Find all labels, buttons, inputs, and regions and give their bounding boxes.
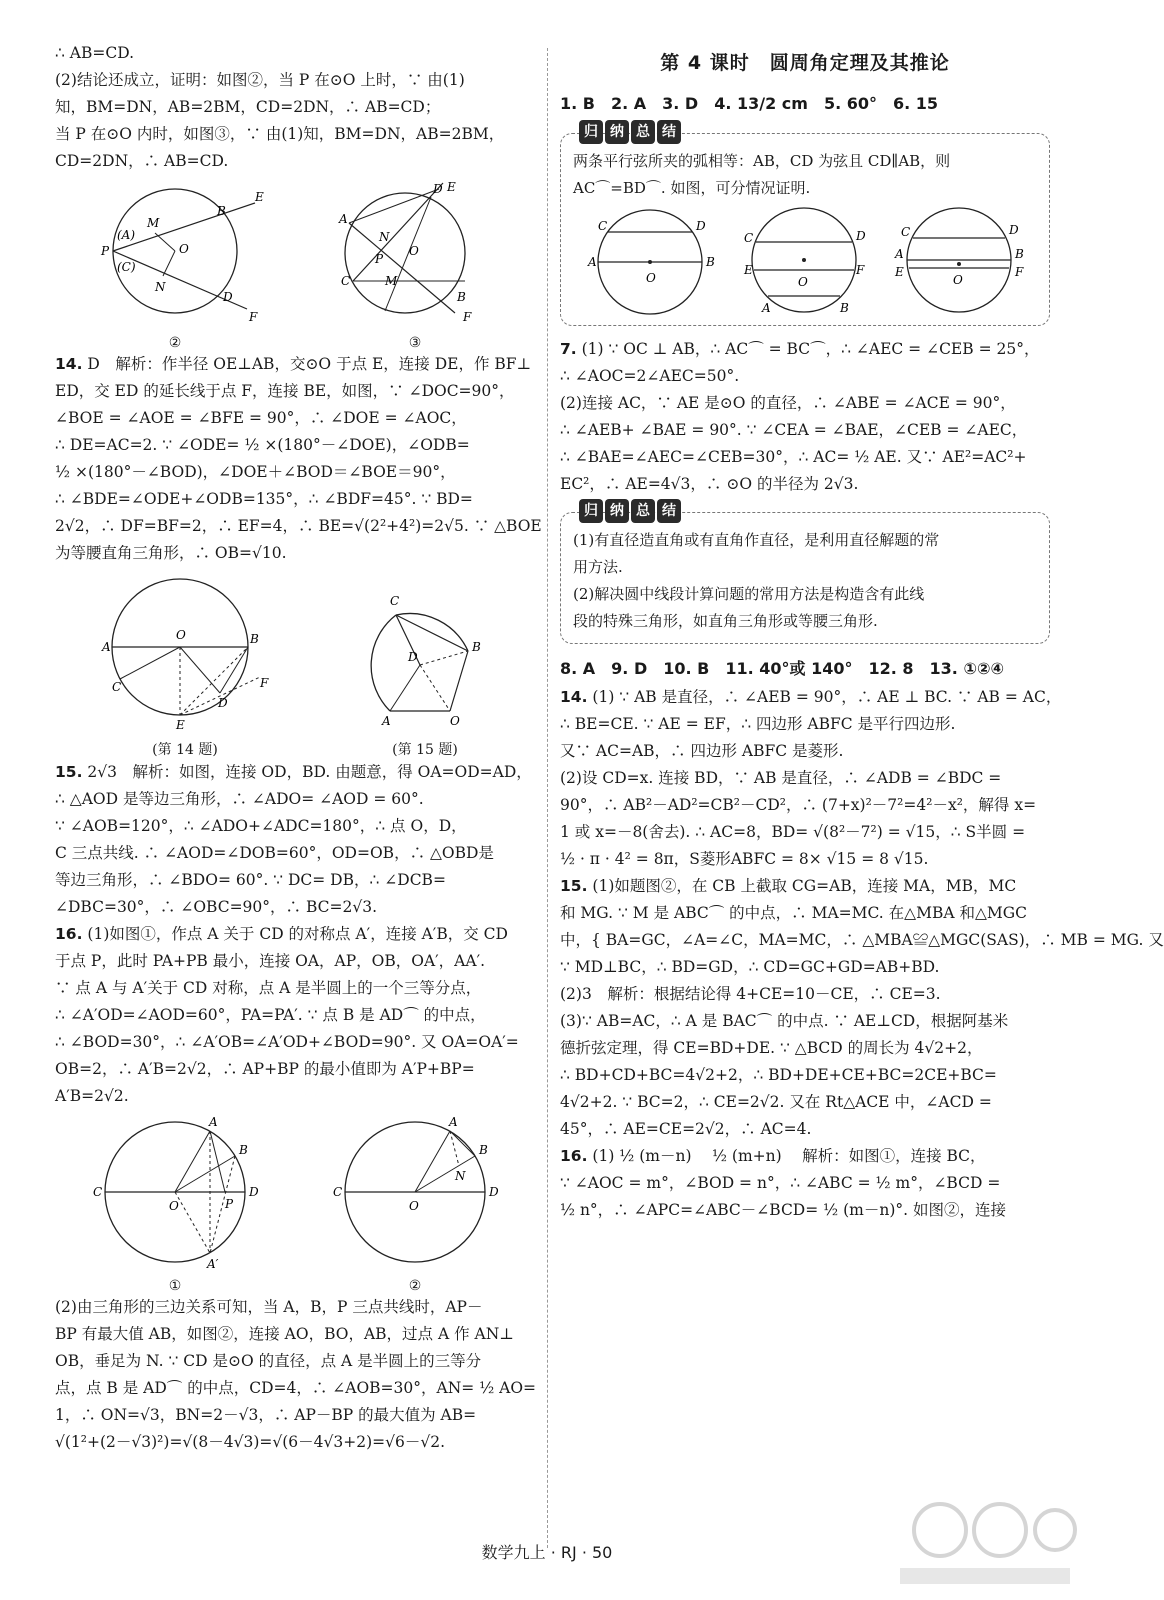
svg-text:D: D: [408, 650, 418, 664]
svg-text:F: F: [1015, 265, 1024, 279]
figure-caption: ②: [408, 1278, 422, 1294]
q7-line: [560, 336, 1050, 363]
figures-2-3: [55, 181, 535, 351]
text-line: 知，BM=DN，AB=2BM，CD=2DN，∴ AB=CD；: [55, 98, 441, 116]
svg-text:O: O: [798, 275, 809, 289]
text-line: ∴ △AOD 是等边三角形，∴ ∠ADO= ∠AOD = 60°.: [55, 790, 424, 808]
svg-text:O: O: [176, 628, 186, 642]
chord-diagram-2: [732, 202, 877, 317]
svg-text:B: B: [217, 204, 226, 218]
text-line: (2)由三角形的三边关系可知，当 A，B，P 三点共线时，AP－: [55, 1298, 483, 1316]
svg-text:A: A: [587, 255, 597, 269]
text-line: 两条平行弦所夹的弧相等：AB，CD 为弦且 CD∥AB，则: [573, 152, 951, 170]
text-line: ∴ ∠AOC=2∠AEC=50°.: [560, 367, 740, 385]
svg-text:M: M: [385, 274, 398, 288]
text-line: (1)有直径造直角或有直角作直径，是利用直径解题的常: [573, 531, 940, 549]
text-line: 1 或 x=－8(舍去). ∴ AC=8，BD= √(8²－7²) = √15，∴ S半圆 =: [560, 823, 1026, 841]
figure-caption: ①: [168, 1278, 182, 1294]
svg-text:O: O: [179, 242, 189, 256]
text-line: (2)连接 AC，∵ AE 是⊙O 的直径，∴ ∠ABE = ∠ACE = 90°，: [560, 394, 1016, 412]
svg-text:A: A: [449, 1115, 458, 1129]
text: (1)如图①，作点 A 关于 CD 的对称点 A′，连接 A′B，交 CD: [87, 925, 508, 943]
svg-text:(C): (C): [117, 260, 136, 274]
badge-char: 纳: [605, 499, 629, 523]
chord-diagram-1: [578, 202, 723, 317]
text-line: 90°，∴ AB²－AD²=CB²－CD²，∴ (7+x)²－7²=4²－x²，解得 x=: [560, 796, 1037, 814]
text-line: ∴ BD+CD+BC=4√2+2，∴ BD+DE+CE+BC=2CE+BC=: [560, 1066, 997, 1084]
text-line: ½ · π · 4² = 8π，S菱形ABFC = 8× √15 = 8 √15.: [560, 850, 929, 868]
left-column: [55, 40, 542, 1456]
svg-text:P: P: [101, 244, 110, 258]
text: (1) ∵ OC ⊥ AB，∴ AC⌒ = BC⌒，∴ ∠AEC = ∠CEB = 25°，: [581, 340, 1040, 358]
circle-diagram-15: [350, 575, 500, 735]
svg-text:C: C: [93, 1185, 103, 1199]
badge-char: 归: [579, 499, 603, 523]
svg-text:F: F: [249, 310, 258, 324]
figure-caption: (第 15 题): [392, 742, 458, 758]
figure-15: [350, 575, 500, 759]
text-line: ∴ ∠A′OD=∠AOD=60°，PA=PA′. ∵ 点 B 是 AD⌒ 的中点，: [55, 1006, 486, 1024]
column-divider: [547, 48, 548, 1548]
text-line: 为等腰直角三角形，∴ OB=√10.: [55, 544, 287, 562]
answers-row: 1. B 2. A 3. D 4. 13/2 cm 5. 60° 6. 15: [560, 94, 939, 113]
svg-text:F: F: [856, 263, 865, 277]
summary-box-2: [560, 503, 1050, 644]
svg-text:A: A: [382, 714, 391, 728]
svg-text:D: D: [489, 1185, 499, 1199]
q15-line: [560, 873, 1050, 900]
svg-text:O: O: [409, 1199, 419, 1213]
badge-char: 归: [579, 120, 603, 144]
parallel-chords-figures: [573, 202, 1037, 317]
svg-text:E: E: [744, 263, 754, 277]
text-line: ∴ DE=AC=2. ∵ ∠ODE= ½ ×(180°－∠DOE)，∠ODB=: [55, 436, 470, 454]
circle-diagram-2: [85, 181, 265, 331]
text-line: 1，∴ ON=√3，BN=2－√3，∴ AP－BP 的最大值为 AB=: [55, 1406, 477, 1424]
text-line: (2)解决圆中线段计算问题的常用方法是构造含有此线: [573, 585, 925, 603]
svg-text:E: E: [447, 180, 456, 194]
svg-text:A: A: [102, 640, 111, 654]
svg-text:B: B: [239, 1143, 248, 1157]
badge-char: 纳: [605, 120, 629, 144]
text-line: ∴ AB=CD.: [55, 44, 135, 62]
figure-caption: ②: [168, 335, 182, 351]
svg-text:A: A: [209, 1115, 218, 1129]
svg-text:O: O: [953, 273, 963, 287]
svg-text:B: B: [457, 290, 466, 304]
svg-text:E: E: [895, 265, 904, 279]
text-line: ∴ BE=CE. ∵ AE = EF，∴ 四边形 ABFC 是平行四边形.: [560, 715, 956, 733]
svg-text:O: O: [450, 714, 460, 728]
figure-2: [85, 181, 265, 351]
figures-16: [55, 1114, 535, 1294]
svg-text:C: C: [333, 1185, 343, 1199]
svg-text:E: E: [255, 190, 264, 204]
q16-line: [560, 1143, 1050, 1170]
summary-badge: [579, 499, 681, 523]
text: (1)如题图②，在 CB 上截取 CG=AB，连接 MA，MB，MC: [592, 877, 1017, 895]
svg-text:C: C: [112, 680, 122, 694]
q16-line: [55, 921, 535, 948]
question-number: 15.: [560, 877, 588, 895]
text: (1) ∵ AB 是直径，∴ ∠AEB = 90°，∴ AE ⊥ BC. ∵ AB = AC，: [592, 688, 1062, 706]
text-line: √(1²+(2－√3)²)=√(8－4√3)=√(6－4√3+2)=√6－√2.: [55, 1433, 446, 1451]
text-line: OB=2，∴ A′B=2√2，∴ AP+BP 的最小值即为 A′P+BP=: [55, 1060, 475, 1078]
svg-text:C: C: [597, 219, 608, 233]
circle-diagram-16-2: [325, 1114, 505, 1274]
svg-text:P: P: [225, 1197, 234, 1211]
text-line: 当 P 在⊙O 内时，如图③，∵ 由(1)知，BM=DN，AB=2BM，: [55, 125, 505, 143]
svg-text:B: B: [472, 640, 481, 654]
svg-text:C: C: [390, 594, 400, 608]
figure-caption: (第 14 题): [152, 742, 218, 758]
answers-row-2: 8. A 9. D 10. B 11. 40°或 140° 12. 8 13. ①②④: [560, 659, 1005, 678]
svg-text:C: C: [901, 225, 911, 239]
text-line: 点，点 B 是 AD⌒ 的中点，CD=4，∴ ∠AOB=30°，AN= ½ AO=: [55, 1379, 537, 1397]
text-line: ½ ×(180°－∠BOD)，∠DOE＋∠BOD＝∠BOE＝90°，: [55, 463, 456, 481]
q14-line: [560, 684, 1062, 711]
svg-text:D: D: [695, 219, 706, 233]
svg-text:N: N: [455, 1169, 466, 1183]
svg-text:D: D: [433, 182, 443, 196]
svg-text:A′: A′: [207, 1257, 219, 1271]
text-line: ½ n°，∴ ∠APC=∠ABC－∠BCD= ½ (m－n)°. 如图②，连接: [560, 1201, 1006, 1219]
text-line: ∴ ∠BOD=30°，∴ ∠A′OB=∠A′OD+∠BOD=90°. 又 OA=OA′=: [55, 1033, 519, 1051]
text-line: C 三点共线. ∴ ∠AOD=∠DOB=60°，OD=OB，∴ △OBD是: [55, 844, 494, 862]
badge-char: 总: [631, 499, 655, 523]
text-line: AC⌒=BD⌒. 如图，可分情况证明.: [573, 179, 811, 197]
text-line: ED，交 ED 的延长线于点 F，连接 BE，如图，∵ ∠DOC=90°，: [55, 382, 515, 400]
text-line: 用方法.: [573, 558, 623, 576]
badge-char: 总: [631, 120, 655, 144]
svg-text:B: B: [1015, 247, 1024, 261]
svg-text:E: E: [176, 718, 185, 732]
badge-char: 结: [657, 120, 681, 144]
text-line: (2)设 CD=x. 连接 BD，∵ AB 是直径，∴ ∠ADB = ∠BDC =: [560, 769, 1002, 787]
text-line: 和 MG. ∵ M 是 ABC⌒ 的中点，∴ MA=MC. 在△MBA 和△MGC: [560, 904, 1027, 922]
svg-text:O: O: [645, 271, 656, 285]
text-line: 4√2+2. ∵ BC=2，∴ CE=2√2. 又在 Rt△ACE 中，∠ACD =: [560, 1093, 992, 1111]
text-line: 段的特殊三角形，如直角三角形或等腰三角形.: [573, 612, 878, 630]
text-line: ∠BOE = ∠AOE = ∠BFE = 90°，∴ ∠DOE = ∠AOC，: [55, 409, 467, 427]
svg-text:M: M: [147, 216, 160, 230]
text-line: CD=2DN，∴ AB=CD.: [55, 152, 229, 170]
text: 2√3 解析：如图，连接 OD，BD. 由题意，得 OA=OD=AD，: [87, 763, 532, 781]
svg-text:B: B: [250, 632, 259, 646]
svg-text:O: O: [409, 244, 419, 258]
text-line: 中，{ BA=GC，∠A=∠C，MA=MC，∴ △MBA≌△MGC(SAS)，∴ MB = MG. 又: [560, 931, 1164, 949]
q15-line: [55, 759, 535, 786]
figure-3: [325, 181, 505, 351]
svg-text:F: F: [260, 676, 269, 690]
text: D 解析：作半径 OE⊥AB，交⊙O 于点 E，连接 DE，作 BF⊥: [87, 355, 532, 373]
question-number: 15.: [55, 763, 83, 781]
chord-diagram-3: [887, 202, 1032, 317]
svg-text:(A): (A): [117, 228, 136, 242]
text-line: 又∵ AC=AB，∴ 四边形 ABFC 是菱形.: [560, 742, 844, 760]
text-line: EC²，∴ AE=4√3，∴ ⊙O 的半径为 2√3.: [560, 475, 859, 493]
text-line: ∵ 点 A 与 A′关于 CD 对称，点 A 是半圆上的一个三等分点，: [55, 979, 482, 997]
figure-16-2: [325, 1114, 505, 1294]
text-line: (3)∵ AB=AC，∴ A 是 BAC⌒ 的中点. ∵ AE⊥CD，根据阿基米: [560, 1012, 1009, 1030]
badge-char: 结: [657, 499, 681, 523]
question-number: 14.: [55, 355, 83, 373]
summary-box-1: [560, 124, 1050, 326]
question-number: 7.: [560, 340, 577, 358]
text-line: ∴ ∠BAE=∠AEC=∠CEB=30°，∴ AC= ½ AE. 又∵ AE²=AC²+: [560, 448, 1027, 466]
svg-text:A: A: [762, 301, 772, 315]
svg-text:F: F: [463, 310, 472, 324]
q14-line: [55, 351, 535, 378]
svg-text:A: A: [339, 212, 348, 226]
watermark-logo-icon: [880, 1490, 1080, 1590]
text-line: 于点 P，此时 PA+PB 最小，连接 OA，AP，OB，OA′，AA′.: [55, 952, 486, 970]
text-line: ∵ MD⊥BC，∴ BD=GD，∴ CD=GC+GD=AB+BD.: [560, 958, 940, 976]
question-number: 16.: [55, 925, 83, 943]
text-line: ∴ ∠AEB+ ∠BAE = 90°. ∵ ∠CEA = ∠BAE，∠CEB = ∠AEC，: [560, 421, 1028, 439]
text-line: (2)结论还成立，证明：如图②，当 P 在⊙O 上时，∵ 由(1): [55, 71, 465, 89]
text-line: 等边三角形，∴ ∠BDO= 60°. ∵ DC= DB，∴ ∠DCB=: [55, 871, 446, 889]
svg-text:C: C: [341, 274, 351, 288]
svg-text:D: D: [249, 1185, 259, 1199]
text-line: ∵ ∠AOB=120°，∴ ∠ADO+∠ADC=180°，∴ 点 O，D，: [55, 817, 467, 835]
text-line: 德折弦定理，得 CE=BD+DE. ∵ △BCD 的周长为 4√2+2，: [560, 1039, 983, 1057]
svg-text:N: N: [379, 230, 390, 244]
svg-text:B: B: [840, 301, 850, 315]
text-line: (2)3 解析：根据结论得 4+CE=10－CE，∴ CE=3.: [560, 985, 941, 1003]
circle-diagram-16-1: [85, 1114, 265, 1274]
svg-text:D: D: [1009, 223, 1019, 237]
svg-text:A: A: [895, 247, 904, 261]
figure-14: [90, 575, 280, 759]
lesson-title: 第 4 课时 圆周角定理及其推论: [660, 52, 950, 74]
text-line: OB，垂足为 N. ∵ CD 是⊙O 的直径，点 A 是半圆上的三等分: [55, 1352, 482, 1370]
circle-diagram-14: [90, 575, 280, 735]
question-number: 16.: [560, 1147, 588, 1165]
circle-diagram-3: [325, 181, 505, 331]
text: (1) ½ (m－n) ½ (m+n) 解析：如图①，连接 BC，: [592, 1147, 986, 1165]
figure-16-1: [85, 1114, 265, 1294]
text-line: BP 有最大值 AB，如图②，连接 AO，BO，AB，过点 A 作 AN⊥: [55, 1325, 514, 1343]
svg-text:B: B: [479, 1143, 488, 1157]
question-number: 14.: [560, 688, 588, 706]
text-line: 45°，∴ AE=CE=2√2，∴ AC=4.: [560, 1120, 812, 1138]
svg-text:D: D: [218, 696, 228, 710]
svg-text:N: N: [155, 280, 166, 294]
text-line: A′B=2√2.: [55, 1087, 129, 1105]
page-footer: 数学九上 · RJ · 50: [481, 1543, 613, 1562]
text-line: ∵ ∠AOC = m°，∠BOD = n°，∴ ∠ABC = ½ m°，∠BCD =: [560, 1174, 1001, 1192]
svg-text:D: D: [223, 290, 233, 304]
text-line: 2√2，∴ DF=BF=2，∴ EF=4，∴ BE=√(2²+4²)=2√5. ∵ △BOE: [55, 517, 542, 535]
svg-text:B: B: [705, 255, 715, 269]
right-column: [560, 40, 1164, 1224]
text-line: ∴ ∠BDE=∠ODE+∠ODB=135°，∴ ∠BDF=45°. ∵ BD=: [55, 490, 473, 508]
svg-text:C: C: [744, 231, 754, 245]
text-line: ∠DBC=30°，∴ ∠OBC=90°，∴ BC=2√3.: [55, 898, 378, 916]
summary-badge: [579, 120, 681, 144]
figures-14-15: [55, 575, 535, 759]
svg-text:O: O: [169, 1199, 179, 1213]
svg-text:D: D: [856, 229, 867, 243]
figure-caption: ③: [408, 335, 422, 351]
svg-text:P: P: [375, 252, 384, 266]
